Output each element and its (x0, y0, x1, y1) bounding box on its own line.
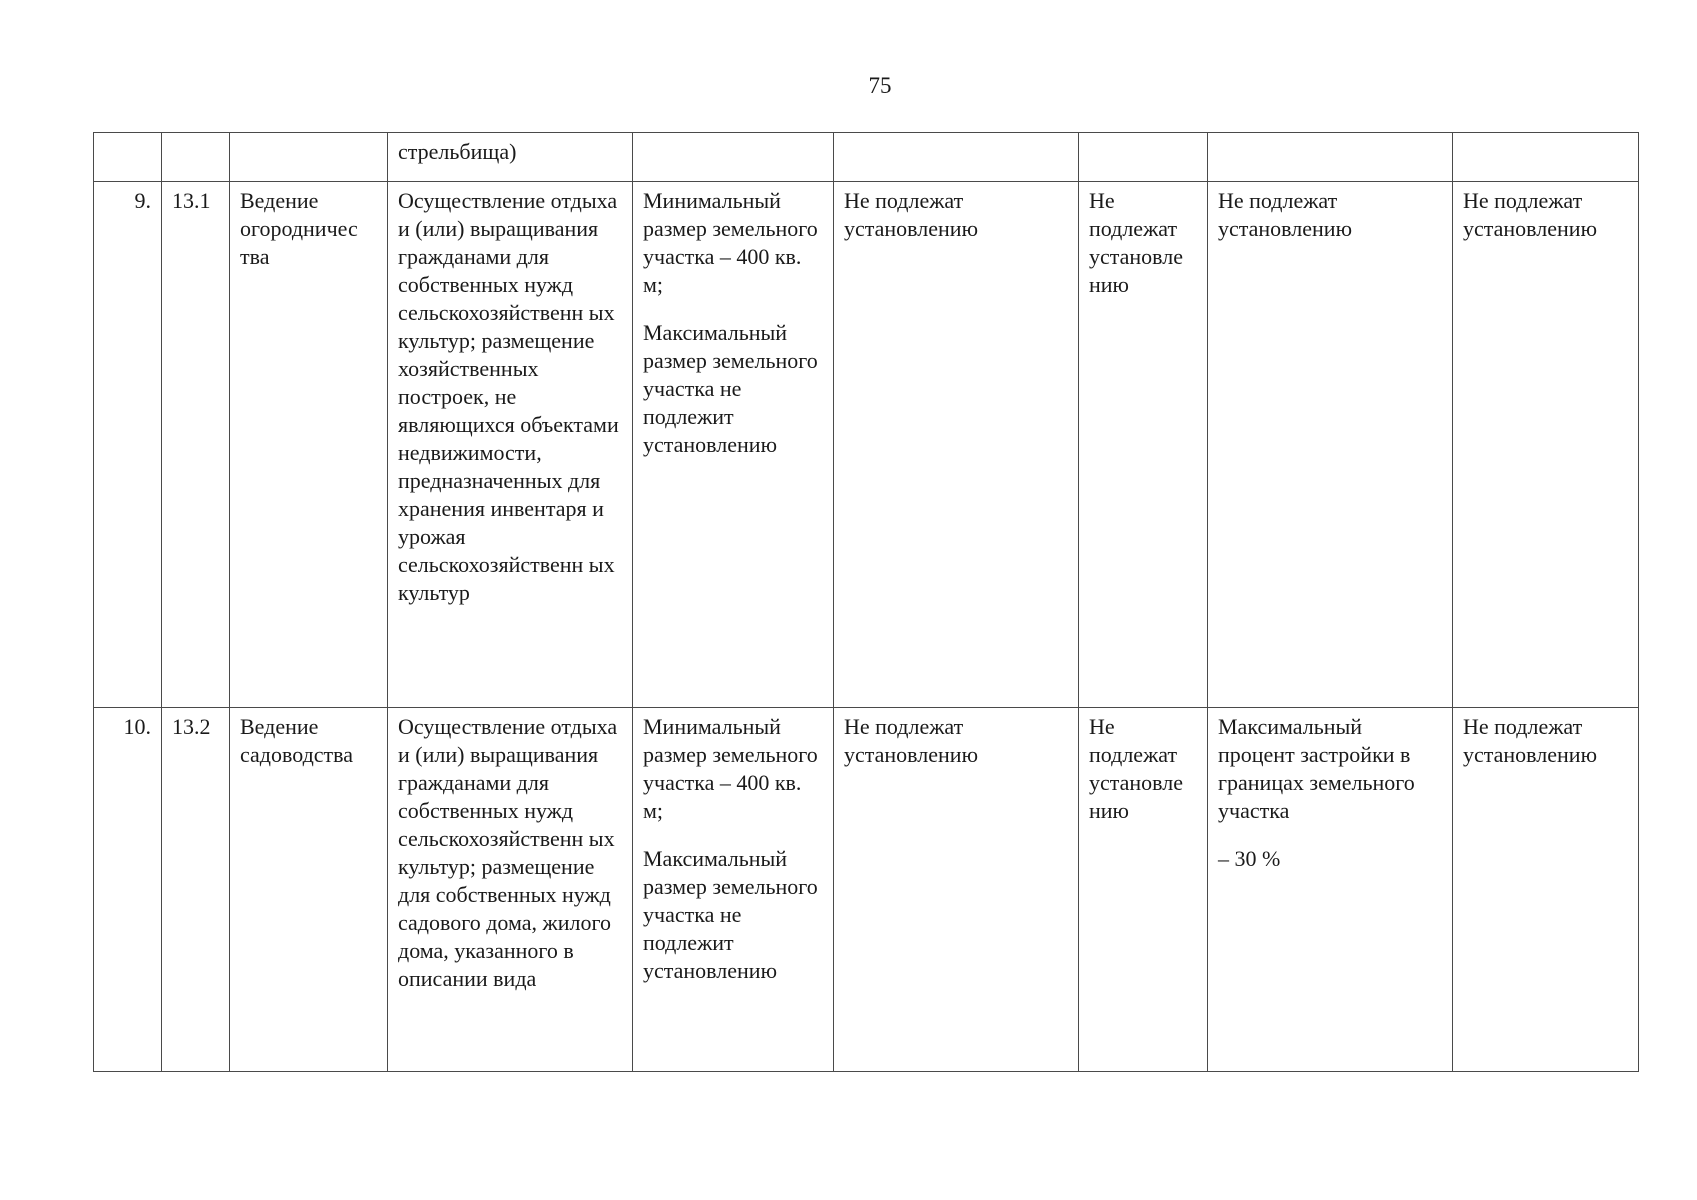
cell-other: Не подлежат установлению (1453, 708, 1639, 1072)
cell-empty (230, 133, 388, 182)
cell-name: Ведение огородничес тва (230, 182, 388, 708)
cell-description: стрельбища) (388, 133, 633, 182)
cell-empty (94, 133, 162, 182)
coverage-text: Не подлежат установлению (1218, 188, 1353, 241)
cell-empty (834, 133, 1079, 182)
cell-empty (162, 133, 230, 182)
cell-plot-size (633, 182, 834, 708)
cell-empty (1453, 133, 1639, 182)
coverage-text: Максимальный процент застройки в границах земельного участка (1218, 714, 1415, 823)
cell-coverage (1208, 182, 1453, 708)
cell-code: 13.2 (162, 708, 230, 1072)
plot-size-max: Максимальный размер земельного участка не подлежит установлению (643, 846, 818, 983)
plot-size-max: Максимальный размер земельного участка не подлежит установлению (643, 320, 818, 457)
plot-size-min: Минимальный размер земельного участка – 400 кв. м; (643, 188, 818, 297)
table-row-continuation (94, 133, 1639, 182)
table-row (94, 182, 1639, 708)
regulations-table (93, 132, 1639, 1072)
coverage-value: – 30 % (1218, 846, 1281, 871)
cell-floors: Не подлежат установле нию (1079, 708, 1208, 1072)
cell-floors: Не подлежат установле нию (1079, 182, 1208, 708)
cell-description: Осуществление отдыха и (или) выращивания гражданами для собственных нужд сельскохозяйственн ых культур; размещение для собственных нужд садового дома, жилого дома, указанного в описании вида (388, 708, 633, 1072)
cell-description: Осуществление отдыха и (или) выращивания гражданами для собственных нужд сельскохозяйственн ых культур; размещение хозяйственных построек, не являющихся объектами недвижимости, предназначенных для хранения инвентаря и урожая сельскохозяйственн ых культур (388, 182, 633, 708)
cell-setbacks: Не подлежат установлению (834, 708, 1079, 1072)
cell-other: Не подлежат установлению (1453, 182, 1639, 708)
cell-empty (1079, 133, 1208, 182)
page-number: 75 (868, 73, 892, 98)
plot-size-min: Минимальный размер земельного участка – 400 кв. м; (643, 714, 818, 823)
cell-empty (633, 133, 834, 182)
cell-plot-size (633, 708, 834, 1072)
cell-number: 9. (94, 182, 162, 708)
cell-code: 13.1 (162, 182, 230, 708)
cell-empty (1208, 133, 1453, 182)
cell-setbacks: Не подлежат установлению (834, 182, 1079, 708)
table-row (94, 708, 1639, 1072)
cell-name: Ведение садоводства (230, 708, 388, 1072)
cell-number: 10. (94, 708, 162, 1072)
cell-coverage (1208, 708, 1453, 1072)
